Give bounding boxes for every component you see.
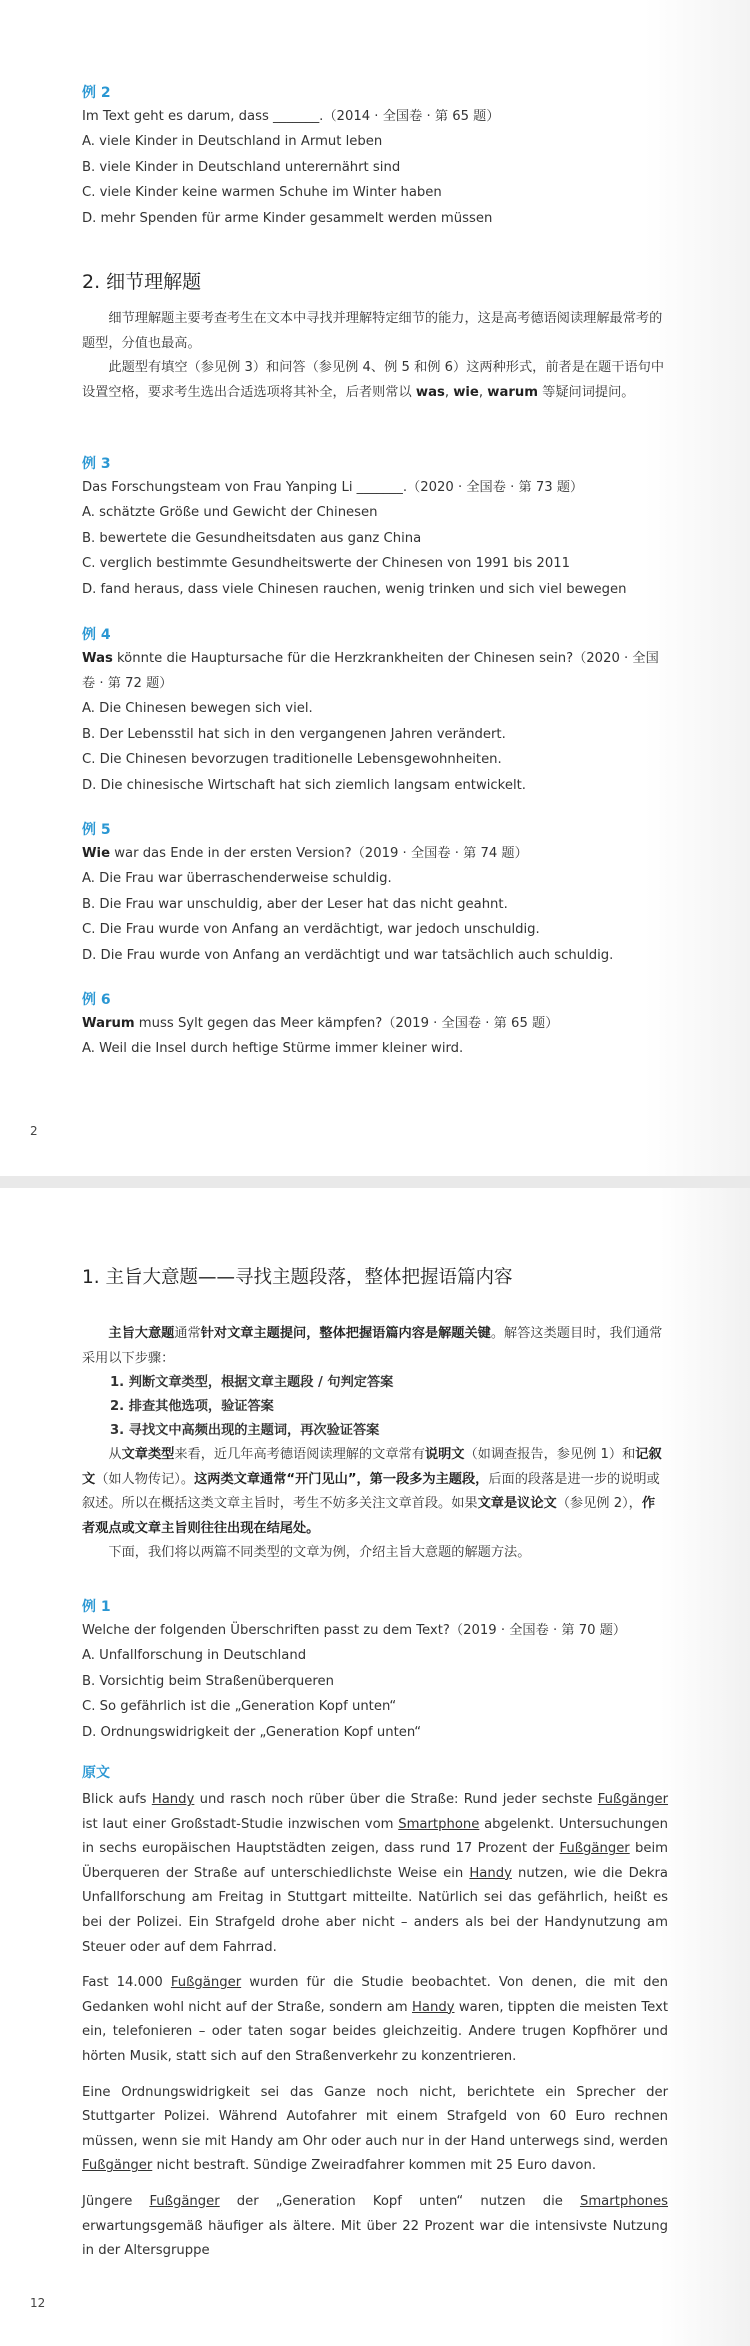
option-b: B. Der Lebensstil hat sich in den vergangenen Jahren verändert. xyxy=(82,726,506,742)
option-d: D. Die Frau wurde von Anfang an verdächtigt und war tatsächlich auch schuldig. xyxy=(82,947,614,963)
option-a: A. schätzte Größe und Gewicht der Chinesen xyxy=(82,505,378,520)
source-paragraph-3: Eine Ordnungswidrigkeit sei das Ganze noch nicht, berichtete ein Sprecher der Stuttgarter Polizei. Während Autofahrer mit einem Strafgeld von 60 Euro rechnen müssen, wenn sie mit Handy am Ohr oder auch nur in der Hand unterwegs sind, werden Fußgänger nicht bestraft. Sündige Zweiradfahrer kommen mit 25 Euro davon. xyxy=(82,2084,668,2174)
source-text xyxy=(82,1764,668,2275)
example-label: 例 1 xyxy=(82,1599,111,1615)
option-a: A. Die Frau war überraschenderweise schuldig. xyxy=(82,871,392,886)
option-c: C. verglich bestimmte Gesundheitswerte der Chinesen von 1991 bis 2011 xyxy=(82,556,570,571)
example-1 xyxy=(82,1598,668,1745)
step-2: 2. 排查其他选项，验证答案 xyxy=(110,1399,274,1414)
option-b: B. viele Kinder in Deutschland unterernährt sind xyxy=(82,159,401,175)
page-number: 12 xyxy=(30,2296,46,2310)
question-text: Welche der folgenden Überschriften passt zu dem Text?（2019 · 全国卷 · 第 70 题） xyxy=(82,1623,627,1638)
intro-paragraph-2: 此题型有填空（参见例 3）和问答（参见例 4、例 5 和例 6）这两种形式，前者是在题干语句中设置空格，要求考生选出合适选项将其补全，后者则常以 was, wie, warum 等疑问词提问。 xyxy=(82,360,665,400)
page-number: 2 xyxy=(30,1124,38,1138)
question-text: Im Text geht es darum, dass _______.（2014 · 全国卷 · 第 65 题） xyxy=(82,109,500,124)
source-paragraph-2: Fast 14.000 Fußgänger wurden für die Studie beobachtet. Von denen, die mit den Gedanken wohl nicht auf der Straße, sondern am Handy waren, tippten die meisten Text ein, telefonieren – oder taten sogar beides gleichzeitig. Andere trugen Kopfhörer und hörten Musik, statt sich auf den Straßenverkehr zu konzentrieren. xyxy=(82,1975,668,2064)
option-a: A. Weil die Insel durch heftige Stürme immer kleiner wird. xyxy=(82,1041,464,1056)
option-d: D. Die chinesische Wirtschaft hat sich ziemlich langsam entwickelt. xyxy=(82,777,526,793)
question-text: Das Forschungsteam von Frau Yanping Li _______.（2020 · 全国卷 · 第 73 题） xyxy=(82,480,584,495)
example-label: 例 5 xyxy=(82,822,111,838)
page-two xyxy=(0,1188,750,2346)
option-d: D. Ordnungswidrigkeit der „Generation Kopf unten“ xyxy=(82,1724,422,1740)
example-label: 例 2 xyxy=(82,85,111,101)
example-2 xyxy=(82,84,668,231)
option-c: C. So gefährlich ist die „Generation Kopf unten“ xyxy=(82,1699,397,1714)
example-6 xyxy=(82,991,668,1062)
step-1: 1. 判断文章类型，根据文章主题段 / 句判定答案 xyxy=(110,1375,394,1390)
option-b: B. Vorsichtig beim Straßenüberqueren xyxy=(82,1673,334,1689)
section-title: 1. 主旨大意题——寻找主题段落，整体把握语篇内容 xyxy=(82,1267,513,1288)
option-c: C. Die Frau wurde von Anfang an verdächtigt, war jedoch unschuldig. xyxy=(82,922,540,937)
option-b: B. bewertete die Gesundheitsdaten aus ganz China xyxy=(82,530,422,546)
option-c: C. Die Chinesen bevorzugen traditionelle Lebensgewohnheiten. xyxy=(82,752,502,767)
section-intro xyxy=(82,307,668,405)
intro-paragraph-2: 从文章类型来看，近几年高考德语阅读理解的文章常有说明文（如调查报告，参见例 1）和记叙文（如人物传记）。这两类文章通常“开门见山”，第一段多为主题段，后面的段落是进一步的说明或叙述。所以在概括这类文章主旨时，考生不妨多关注文章首段。如果文章是议论文（参见例 2），作者观点或文章主旨则往往出现在结尾处。 xyxy=(82,1447,662,1536)
option-d: D. fand heraus, dass viele Chinesen rauchen, wenig trinken und sich viel bewegen xyxy=(82,581,627,597)
question-text: Wie war das Ende in der ersten Version?（2019 · 全国卷 · 第 74 题） xyxy=(82,846,528,861)
option-a: A. viele Kinder in Deutschland in Armut leben xyxy=(82,134,383,149)
example-4 xyxy=(82,626,668,798)
intro-paragraph-1: 主旨大意题通常针对文章主题提问，整体把握语篇内容是解题关键。解答这类题目时，我们通常采用以下步骤： xyxy=(82,1326,663,1366)
example-label: 例 3 xyxy=(82,456,111,472)
option-d: D. mehr Spenden für arme Kinder gesammelt werden müssen xyxy=(82,210,493,226)
question-text: Was könnte die Hauptursache für die Herzkrankheiten der Chinesen sein?（2020 · 全国卷 · 第 72 题） xyxy=(82,651,659,691)
option-a: A. Unfallforschung in Deutschland xyxy=(82,1648,307,1663)
intro-paragraph-1: 细节理解题主要考查考生在文本中寻找并理解特定细节的能力，这是高考德语阅读理解最常考的题型，分值也最高。 xyxy=(82,311,663,351)
option-b: B. Die Frau war unschuldig, aber der Leser hat das nicht geahnt. xyxy=(82,896,508,912)
source-label: 原文 xyxy=(82,1765,110,1781)
example-3 xyxy=(82,455,668,602)
step-3: 3. 寻找文中高频出现的主题词，再次验证答案 xyxy=(110,1423,380,1438)
question-text: Warum muss Sylt gegen das Meer kämpfen?（2019 · 全国卷 · 第 65 题） xyxy=(82,1016,559,1031)
example-label: 例 6 xyxy=(82,992,111,1008)
option-c: C. viele Kinder keine warmen Schuhe im Winter haben xyxy=(82,185,442,200)
example-label: 例 4 xyxy=(82,627,111,643)
section-title: 2. 细节理解题 xyxy=(82,271,202,293)
source-paragraph-1: Blick aufs Handy und rasch noch rüber über die Straße: Rund jeder sechste Fußgänger ist laut einer Großstadt-Studie inzwischen vom Smartphone abgelenkt. Untersuchungen in sechs europäischen Hauptstädten zeigen, dass rund 17 Prozent der Fußgänger beim Überqueren der Straße auf unterschiedlichste Weise ein Handy nutzen, wie die Dekra Unfallforschung am Freitag in Stuttgart mitteilte. Natürlich sei das gefährlich, heißt es bei der Polizei. Ein Strafgeld drohe aber nicht – anders als bei der Handynutzung am Steuer oder auf dem Fahrrad. xyxy=(82,1792,669,1955)
source-paragraph-4: Jüngere Fußgänger der „Generation Kopf unten“ nutzen die Smartphones erwartungsgemäß häufiger als ältere. Mit über 22 Prozent war die intensivste Nutzung in der Altersgruppe xyxy=(82,2193,668,2259)
option-a: A. Die Chinesen bewegen sich viel. xyxy=(82,701,313,716)
intro-paragraph-3: 下面，我们将以两篇不同类型的文章为例，介绍主旨大意题的解题方法。 xyxy=(108,1545,531,1560)
section-intro xyxy=(82,1322,668,1566)
example-5 xyxy=(82,821,668,968)
